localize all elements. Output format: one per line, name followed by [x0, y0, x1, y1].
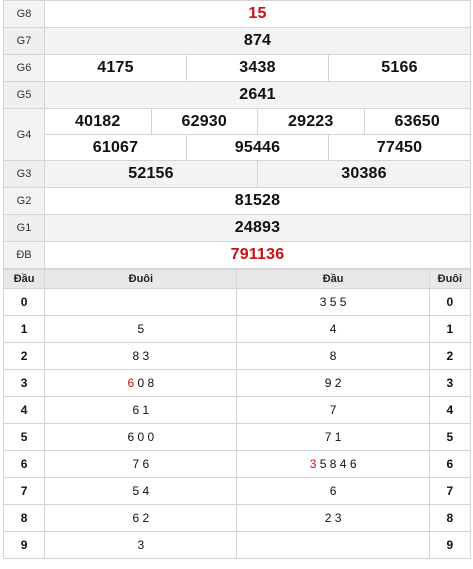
- head-digit-value: 7: [324, 430, 332, 444]
- head-digit-value: 3: [319, 295, 327, 309]
- header-duoi-2: Đuôi: [429, 270, 470, 289]
- prize-number: 24893: [234, 219, 281, 236]
- head-digit-value: 5: [319, 457, 327, 471]
- head-tail-header: [4, 270, 471, 289]
- prize-number: 3438: [239, 59, 276, 76]
- head-digit: 0: [4, 289, 45, 316]
- tail-digits: [45, 451, 237, 478]
- tail-digit: 6: [132, 511, 140, 525]
- head-digit-value: 4: [339, 457, 347, 471]
- special-prize-number: 791136: [230, 246, 285, 263]
- prize-number: 30386: [341, 165, 387, 182]
- prize-row-g4: [4, 109, 471, 135]
- header-dau: Đầu: [4, 270, 45, 289]
- tail-digit: 5: [137, 322, 145, 336]
- tail-digit-index: 1: [429, 316, 470, 343]
- prize-number: 61067: [92, 138, 139, 156]
- prize-number: 874: [243, 32, 272, 49]
- tail-digit: 2: [142, 511, 150, 525]
- head-tail-row: [4, 451, 471, 478]
- head-digit-value: 3: [334, 511, 342, 525]
- head-digit: 2: [4, 343, 45, 370]
- prize-number: 40182: [75, 112, 121, 130]
- head-digit-value: 3: [309, 457, 317, 471]
- prize-label: G8: [4, 1, 45, 28]
- prize-row-g6: [4, 55, 471, 82]
- head-tail-row: [4, 478, 471, 505]
- tail-digit: 6: [127, 376, 135, 390]
- head-digit-value: 8: [329, 349, 337, 363]
- tail-digit: 6: [132, 403, 140, 417]
- head-tail-row: [4, 532, 471, 559]
- head-digits: [237, 343, 429, 370]
- head-digits: [237, 478, 429, 505]
- tail-digit-index: 4: [429, 397, 470, 424]
- tail-digits: [45, 316, 237, 343]
- head-digit-value: 4: [329, 322, 337, 336]
- prize-row-g8: [4, 1, 471, 28]
- header-duoi: Đuôi: [45, 270, 237, 289]
- prize-number: 81528: [234, 192, 281, 209]
- tail-digit-index: 3: [429, 370, 470, 397]
- head-digit-value: 9: [324, 376, 332, 390]
- prize-label: ĐB: [4, 242, 45, 269]
- tail-digit-index: 2: [429, 343, 470, 370]
- tail-digits: [45, 397, 237, 424]
- head-tail-row: [4, 370, 471, 397]
- prize-label: G4: [4, 109, 45, 161]
- prize-label: G3: [4, 161, 45, 188]
- tail-digit: 8: [132, 349, 140, 363]
- head-digit: 3: [4, 370, 45, 397]
- prize-row-g7: [4, 28, 471, 55]
- head-digit-value: 5: [329, 295, 337, 309]
- tail-digits: [45, 478, 237, 505]
- head-tail-row: [4, 505, 471, 532]
- head-digit: 7: [4, 478, 45, 505]
- tail-digits: [45, 289, 237, 316]
- head-tail-row: [4, 343, 471, 370]
- head-digits: [237, 397, 429, 424]
- tail-digit: 6: [142, 457, 150, 471]
- head-tail-table: [3, 269, 471, 559]
- tail-digit: 0: [137, 376, 145, 390]
- head-digit: 9: [4, 532, 45, 559]
- head-tail-row: [4, 424, 471, 451]
- prize-label: G7: [4, 28, 45, 55]
- head-digits: [237, 424, 429, 451]
- prize-table: [3, 0, 471, 269]
- tail-digit: 7: [132, 457, 140, 471]
- head-digit-value: 1: [334, 430, 342, 444]
- prize-label: G6: [4, 55, 45, 82]
- head-digit-value: 5: [339, 295, 347, 309]
- head-digit-value: 2: [324, 511, 332, 525]
- prize-number: 62930: [181, 112, 227, 130]
- tail-digits: [45, 370, 237, 397]
- prize-label: G2: [4, 188, 45, 215]
- prize-label: G5: [4, 82, 45, 109]
- head-digit: 1: [4, 316, 45, 343]
- prize-row-g5: [4, 82, 471, 109]
- tail-digit-index: 7: [429, 478, 470, 505]
- head-digit-value: 8: [329, 457, 337, 471]
- prize-row-g1: [4, 215, 471, 242]
- head-digits: [237, 532, 429, 559]
- tail-digit: 3: [142, 349, 150, 363]
- tail-digit: 8: [147, 376, 155, 390]
- tail-digits: [45, 532, 237, 559]
- head-digits: [237, 505, 429, 532]
- head-digit: 6: [4, 451, 45, 478]
- tail-digit: 0: [137, 430, 145, 444]
- tail-digit-index: 0: [429, 289, 470, 316]
- head-digit-value: 6: [329, 484, 337, 498]
- prize-number: 2641: [239, 86, 276, 103]
- tail-digit-index: 5: [429, 424, 470, 451]
- prize-number: 15: [248, 5, 267, 22]
- prize-number: 5166: [381, 59, 418, 76]
- tail-digit-index: 6: [429, 451, 470, 478]
- tail-digit: 4: [142, 484, 150, 498]
- prize-number: 52156: [128, 165, 174, 182]
- prize-label: G1: [4, 215, 45, 242]
- prize-row-special: [4, 242, 471, 269]
- head-digit: 5: [4, 424, 45, 451]
- head-tail-row: [4, 289, 471, 316]
- prize-number: 63650: [394, 112, 440, 130]
- head-digits: [237, 289, 429, 316]
- head-tail-row: [4, 397, 471, 424]
- tail-digit-index: 8: [429, 505, 470, 532]
- tail-digits: [45, 424, 237, 451]
- tail-digit: 3: [137, 538, 145, 552]
- prize-row-g4-b: [4, 135, 471, 161]
- head-digits: [237, 451, 429, 478]
- tail-digit: 5: [132, 484, 140, 498]
- head-digit-value: 2: [334, 376, 342, 390]
- header-dau-2: Đầu: [237, 270, 429, 289]
- tail-digit: 6: [127, 430, 135, 444]
- head-digit-value: 6: [349, 457, 357, 471]
- prize-number: 77450: [376, 138, 423, 156]
- prize-row-g3: [4, 161, 471, 188]
- tail-digit-index: 9: [429, 532, 470, 559]
- tail-digits: [45, 343, 237, 370]
- head-digit: 8: [4, 505, 45, 532]
- head-digits: [237, 370, 429, 397]
- head-digit: 4: [4, 397, 45, 424]
- tail-digits: [45, 505, 237, 532]
- lottery-result: [3, 0, 471, 559]
- prize-row-g2: [4, 188, 471, 215]
- prize-number: 95446: [234, 138, 281, 156]
- head-tail-row: [4, 316, 471, 343]
- prize-number: 29223: [288, 112, 334, 130]
- prize-number: 4175: [97, 59, 134, 76]
- tail-digit: 0: [147, 430, 155, 444]
- head-digits: [237, 316, 429, 343]
- head-digit-value: 7: [329, 403, 337, 417]
- tail-digit: 1: [142, 403, 150, 417]
